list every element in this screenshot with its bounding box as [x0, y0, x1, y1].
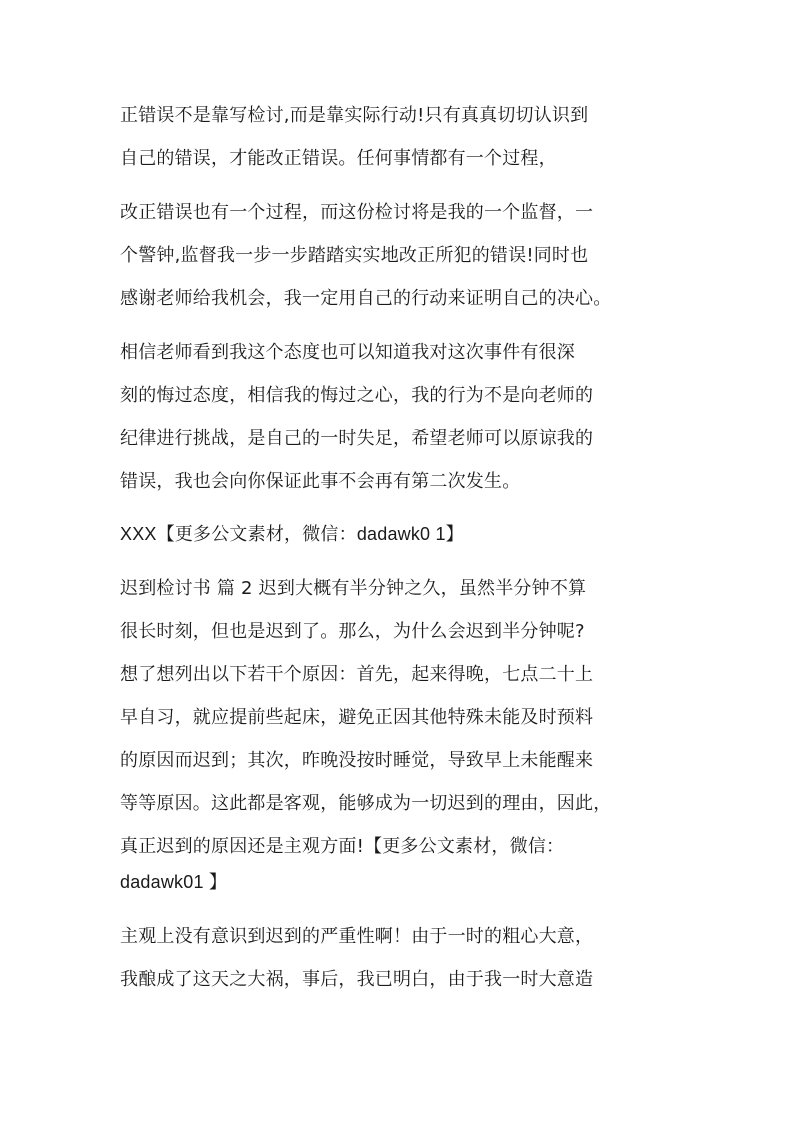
text-line: 主观上没有意识到迟到的严重性啊！由于一时的粗心大意，: [120, 926, 594, 947]
text-line: 正错误不是靠写检讨,而是靠实际行动!只有真真切切认识到: [120, 105, 589, 126]
text-line: 刻的悔过态度，相信我的悔过之心，我的行为不是向老师的: [120, 385, 594, 406]
text-line: dadawk01 】: [120, 872, 228, 892]
text-line: 纪律进行挑战，是自己的一时失足，希望老师可以原谅我的: [120, 428, 594, 449]
text-line: 自己的错误，才能改正错误。任何事情都有一个过程，: [120, 148, 557, 169]
text-line: XXX【更多公文素材，微信：dadawk0 1】: [120, 524, 464, 544]
text-line: 错误，我也会向你保证此事不会再有第二次发生。: [120, 471, 521, 492]
text-line: 的原因而迟到；其次，昨晚没按时睡觉，导致早上未能醒来: [120, 750, 594, 771]
text-line: 真正迟到的原因还是主观方面!【更多公文素材，微信：: [120, 836, 565, 857]
text-line: 相信老师看到我这个态度也可以知道我对这次事件有很深: [120, 342, 575, 363]
text-line: 想了想列出以下若干个原因：首先，起来得晚，七点二十上: [120, 664, 594, 685]
text-line: 改正错误也有一个过程，而这份检讨将是我的一个监督，一: [120, 202, 594, 223]
text-line: 迟到检讨书 篇 2 迟到大概有半分钟之久，虽然半分钟不算: [120, 578, 587, 599]
text-line: 我酿成了这天之大祸，事后，我已明白，由于我一时大意造: [120, 969, 594, 990]
text-line: 感谢老师给我机会，我一定用自己的行动来证明自己的决心。: [120, 288, 612, 309]
text-line: 早自习，就应提前些起床，避免正因其他特殊未能及时预料: [120, 707, 594, 728]
text-line: 个警钟,监督我一步一步踏踏实实地改正所犯的错误!同时也: [120, 245, 589, 266]
text-line: 等等原因。这此都是客观，能够成为一切迟到的理由，因此，: [120, 793, 612, 814]
text-line: 很长时刻，但也是迟到了。那么，为什么会迟到半分钟呢?: [120, 621, 585, 642]
